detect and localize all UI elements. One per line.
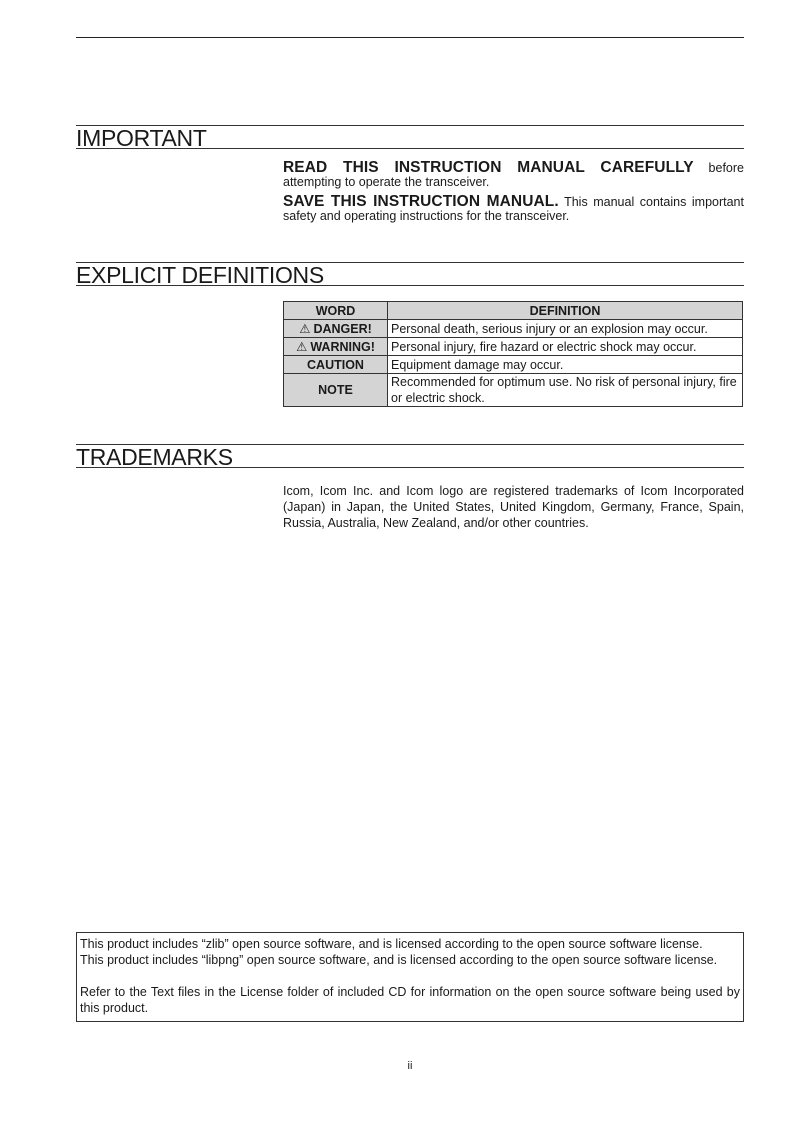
warning-triangle-icon: ⚠ <box>299 321 311 336</box>
definitions-table <box>283 301 743 407</box>
read-manual-paragraph <box>283 161 744 189</box>
table-row <box>284 374 743 407</box>
definition-cell: Personal death, serious injury or an explosion may occur. <box>388 320 743 338</box>
column-header-word: WORD <box>284 302 388 320</box>
table-row <box>284 320 743 338</box>
libpng-license-text: This product includes “libpng” open source software, and is licensed according to the open source software license. <box>80 953 718 967</box>
word-cell <box>284 320 388 338</box>
definitions-section <box>76 262 744 405</box>
important-section <box>76 125 744 223</box>
license-folder-text: Refer to the Text files in the License folder of included CD for information on the open source software being used by this product. <box>80 985 740 1015</box>
word-label: DANGER! <box>313 321 372 336</box>
page-number: ii <box>407 1060 413 1072</box>
trademarks-body <box>283 483 744 531</box>
license-notice-box <box>76 932 744 1022</box>
word-cell: CAUTION <box>284 356 388 374</box>
important-heading: IMPORTANT <box>76 125 744 149</box>
definitions-heading: EXPLICIT DEFINITIONS <box>76 262 744 286</box>
table-header-row <box>284 302 743 320</box>
save-manual-lead: SAVE THIS INSTRUCTION MANUAL. <box>283 193 559 210</box>
word-cell: NOTE <box>284 374 388 407</box>
read-manual-text: before attempting to operate the transceiver. <box>283 161 744 189</box>
column-header-definition: DEFINITION <box>388 302 743 320</box>
table-row <box>284 338 743 356</box>
word-cell <box>284 338 388 356</box>
definitions-body <box>283 301 744 407</box>
word-label: WARNING! <box>310 339 375 354</box>
paragraph-gap <box>80 968 740 984</box>
read-manual-lead: READ THIS INSTRUCTION MANUAL CAREFULLY <box>283 159 694 176</box>
definition-cell: Equipment damage may occur. <box>388 356 743 374</box>
warning-triangle-icon: ⚠ <box>296 339 308 354</box>
definition-cell: Recommended for optimum use. No risk of personal injury, fire or electric shock. <box>388 374 743 407</box>
save-manual-paragraph <box>283 195 744 223</box>
zlib-license-text: This product includes “zlib” open source software, and is licensed according to the open source software license. <box>80 937 703 951</box>
definition-cell: Personal injury, fire hazard or electric shock may occur. <box>388 338 743 356</box>
trademarks-section <box>76 444 744 530</box>
top-rule <box>76 37 744 38</box>
important-body <box>283 161 744 229</box>
table-row <box>284 356 743 374</box>
save-manual-text: This manual contains important safety and operating instructions for the transceiver. <box>283 195 744 223</box>
trademarks-heading: TRADEMARKS <box>76 444 744 468</box>
trademarks-text: Icom, Icom Inc. and Icom logo are registered trademarks of Icom Incorporated (Japan) in Japan, the United States, United Kingdom, Germany, France, Spain, Russia, Australia, New Zealand, and/or other countries. <box>283 484 744 530</box>
